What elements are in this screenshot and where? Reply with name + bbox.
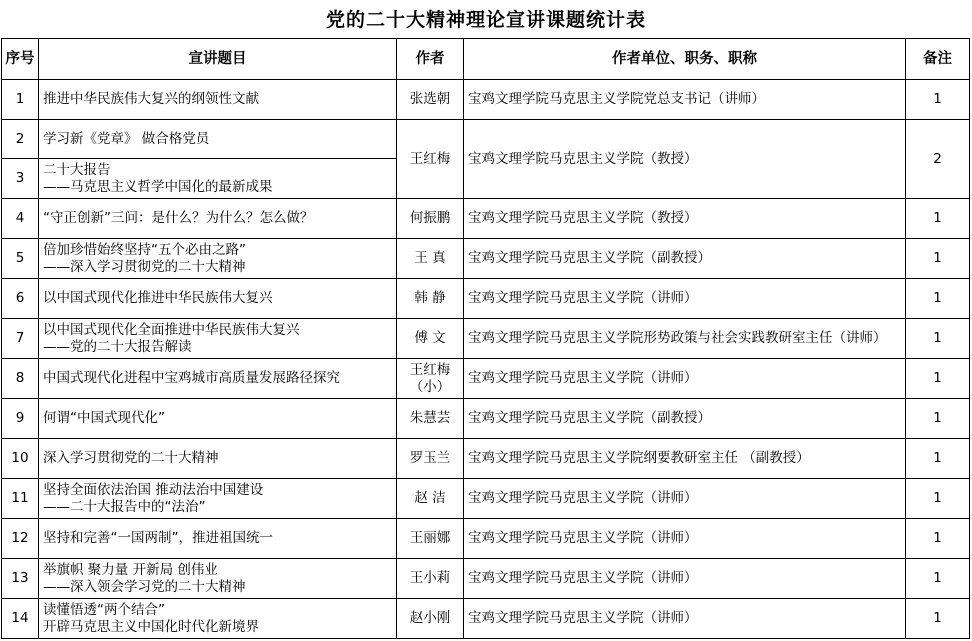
topic-line: 推进中华民族伟大复兴的纲领性文献 xyxy=(43,91,259,107)
cell-unit[interactable] xyxy=(464,80,906,120)
topic-line: “守正创新”三问：是什么？为什么？怎么做？ xyxy=(43,210,314,226)
cell-note[interactable]: 1 xyxy=(906,439,970,479)
topic-line: 深入学习贯彻党的二十大精神 xyxy=(43,450,219,466)
cell-note[interactable]: 1 xyxy=(906,399,970,439)
cell-note[interactable]: 1 xyxy=(906,80,970,120)
header-topic[interactable]: 宣讲题目 xyxy=(39,39,397,80)
header-no[interactable]: 序号 xyxy=(2,39,39,80)
cell-author[interactable]: 何振鹏 xyxy=(397,199,464,239)
topic-line: 学习新《党章》 做合格党员 xyxy=(43,130,210,147)
cell-note[interactable]: 1 xyxy=(906,239,970,279)
cell-unit[interactable] xyxy=(464,319,906,359)
table-row xyxy=(2,279,970,319)
unit-text: 宝鸡文理学院马克思主义学院（教授） xyxy=(468,210,698,226)
header-author[interactable]: 作者 xyxy=(397,39,464,80)
cell-unit[interactable] xyxy=(464,399,906,439)
cell-no[interactable]: 7 xyxy=(2,319,39,359)
cell-topic[interactable] xyxy=(39,279,397,319)
table-row xyxy=(2,399,970,439)
table-row xyxy=(2,319,970,359)
topic-line: 以中国式现代化全面推进中华民族伟大复兴 xyxy=(43,321,300,338)
cell-no[interactable]: 10 xyxy=(2,439,39,479)
cell-note[interactable]: 1 xyxy=(906,599,970,639)
cell-no[interactable]: 2 xyxy=(2,120,39,159)
table-row xyxy=(2,439,970,479)
cell-no[interactable]: 3 xyxy=(2,159,39,199)
cell-no[interactable]: 12 xyxy=(2,519,39,559)
topic-subline: ——深入学习贯彻党的二十大精神 xyxy=(43,258,246,275)
cell-topic[interactable] xyxy=(39,159,397,199)
cell-author[interactable]: 韩 静 xyxy=(397,279,464,319)
topic-line: 举旗帜 聚力量 开新局 创伟业 xyxy=(43,561,218,578)
table-row xyxy=(2,359,970,399)
cell-no[interactable]: 13 xyxy=(2,559,39,599)
author-line: 王红梅 xyxy=(409,361,451,378)
cell-topic[interactable] xyxy=(39,359,397,399)
unit-text: 宝鸡文理学院马克思主义学院（讲师） xyxy=(468,490,698,506)
cell-author[interactable]: 赵小刚 xyxy=(397,599,464,639)
cell-unit[interactable] xyxy=(464,359,906,399)
author-subline: （小） xyxy=(409,378,451,395)
cell-author[interactable] xyxy=(397,359,464,399)
cell-no[interactable]: 11 xyxy=(2,479,39,519)
cell-topic[interactable] xyxy=(39,80,397,120)
cell-author[interactable]: 王丽娜 xyxy=(397,519,464,559)
topic-line: 何谓“中国式现代化” xyxy=(43,410,165,426)
topic-line: 中国式现代化进程中宝鸡城市高质量发展路径探究 xyxy=(43,370,340,386)
cell-note[interactable]: 2 xyxy=(906,120,970,199)
table-row xyxy=(2,599,970,639)
cell-topic[interactable] xyxy=(39,199,397,239)
cell-unit[interactable] xyxy=(464,479,906,519)
cell-no[interactable]: 8 xyxy=(2,359,39,399)
data-table xyxy=(1,38,970,639)
cell-unit[interactable] xyxy=(464,199,906,239)
topic-subline: ——二十大报告中的“法治” xyxy=(43,498,206,515)
topic-line: 倍加珍惜始终坚持“五个必由之路” xyxy=(43,241,246,258)
table-row xyxy=(2,479,970,519)
table-row xyxy=(2,559,970,599)
cell-unit[interactable] xyxy=(464,559,906,599)
topic-line: 二十大报告 xyxy=(43,161,111,178)
header-row xyxy=(2,39,970,80)
cell-unit[interactable] xyxy=(464,519,906,559)
cell-topic[interactable] xyxy=(39,519,397,559)
cell-no[interactable]: 5 xyxy=(2,239,39,279)
table-row xyxy=(2,120,970,159)
table-row xyxy=(2,239,970,279)
cell-unit[interactable] xyxy=(464,279,906,319)
cell-unit[interactable] xyxy=(464,439,906,479)
cell-note[interactable]: 1 xyxy=(906,359,970,399)
cell-no[interactable]: 1 xyxy=(2,80,39,120)
topic-line: 坚持和完善“一国两制”，推进祖国统一 xyxy=(43,530,273,546)
cell-topic[interactable] xyxy=(39,439,397,479)
table-row xyxy=(2,199,970,239)
unit-text: 宝鸡文理学院马克思主义学院纲要教研室主任 （副教授） xyxy=(468,450,810,466)
cell-topic[interactable] xyxy=(39,319,397,359)
cell-no[interactable]: 9 xyxy=(2,399,39,439)
unit-text: 宝鸡文理学院马克思主义学院（讲师） xyxy=(468,570,698,586)
cell-no[interactable]: 14 xyxy=(2,599,39,639)
cell-topic[interactable] xyxy=(39,479,397,519)
cell-note[interactable]: 1 xyxy=(906,279,970,319)
cell-author[interactable]: 傅 文 xyxy=(397,319,464,359)
cell-unit[interactable] xyxy=(464,599,906,639)
table-row xyxy=(2,519,970,559)
cell-no[interactable]: 4 xyxy=(2,199,39,239)
topic-line: 读懂悟透“两个结合” xyxy=(43,601,165,618)
cell-note[interactable]: 1 xyxy=(906,479,970,519)
topic-subline: 开辟马克思主义中国化时代化新境界 xyxy=(43,618,259,635)
topic-line: 坚持全面依法治国 推动法治中国建设 xyxy=(43,481,264,498)
table-row xyxy=(2,80,970,120)
unit-text: 宝鸡文理学院马克思主义学院（副教授） xyxy=(468,410,711,426)
unit-text: 宝鸡文理学院马克思主义学院（教授） xyxy=(468,150,698,167)
cell-topic[interactable] xyxy=(39,559,397,599)
topic-subline: ——深入领会学习党的二十大精神 xyxy=(43,578,246,595)
cell-author[interactable]: 赵 洁 xyxy=(397,479,464,519)
cell-note[interactable]: 1 xyxy=(906,319,970,359)
cell-author[interactable]: 朱慧芸 xyxy=(397,399,464,439)
cell-topic[interactable] xyxy=(39,120,397,159)
cell-author[interactable]: 罗玉兰 xyxy=(397,439,464,479)
unit-text: 宝鸡文理学院马克思主义学院形势政策与社会实践教研室主任（讲师） xyxy=(468,330,887,346)
cell-topic[interactable] xyxy=(39,399,397,439)
cell-author[interactable]: 王 真 xyxy=(397,239,464,279)
cell-topic[interactable] xyxy=(39,599,397,639)
unit-text: 宝鸡文理学院马克思主义学院（副教授） xyxy=(468,250,711,266)
cell-author[interactable]: 王红梅 xyxy=(397,120,464,199)
header-unit[interactable]: 作者单位、职务、职称 xyxy=(464,39,906,80)
unit-text: 宝鸡文理学院马克思主义学院（讲师） xyxy=(468,370,698,386)
cell-unit[interactable] xyxy=(464,239,906,279)
cell-note[interactable]: 1 xyxy=(906,199,970,239)
table-title: 党的二十大精神理论宣讲课题统计表 xyxy=(325,9,646,31)
topic-subline: ——党的二十大报告解读 xyxy=(43,338,192,355)
unit-text: 宝鸡文理学院马克思主义学院（讲师） xyxy=(468,610,698,626)
unit-text: 宝鸡文理学院马克思主义学院（讲师） xyxy=(468,530,698,546)
cell-note[interactable]: 1 xyxy=(906,519,970,559)
cell-author[interactable]: 张选朝 xyxy=(397,80,464,120)
header-note[interactable]: 备注 xyxy=(906,39,970,80)
unit-text: 宝鸡文理学院马克思主义学院党总支书记（讲师） xyxy=(468,91,765,107)
topic-line: 以中国式现代化推进中华民族伟大复兴 xyxy=(43,290,273,306)
unit-text: 宝鸡文理学院马克思主义学院（讲师） xyxy=(468,290,698,306)
cell-unit[interactable] xyxy=(464,120,906,199)
cell-no[interactable]: 6 xyxy=(2,279,39,319)
topic-subline: ——马克思主义哲学中国化的最新成果 xyxy=(43,178,273,195)
cell-author[interactable]: 王小莉 xyxy=(397,559,464,599)
cell-note[interactable]: 1 xyxy=(906,559,970,599)
cell-topic[interactable] xyxy=(39,239,397,279)
